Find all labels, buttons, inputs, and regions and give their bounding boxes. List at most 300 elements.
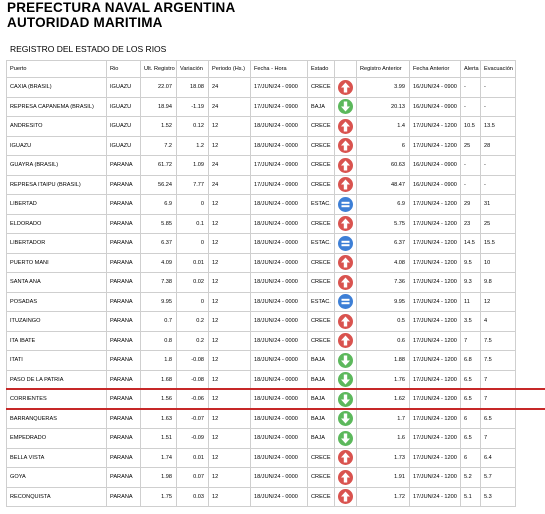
cell-fant: 17/JUN/24 - 1200 [410,117,461,137]
cell-per: 12 [209,214,251,234]
cell-rio: PARANA [107,234,141,254]
cell-estado: CRECE [308,312,335,332]
cell-estado: CRECE [308,175,335,195]
highlight-border-bottom [6,408,545,410]
status-icon-cell [335,351,357,371]
cell-evac: 12 [481,292,516,312]
cell-estado: CRECE [308,487,335,507]
cell-per: 12 [209,136,251,156]
cell-per: 12 [209,351,251,371]
cell-estado: ESTAC. [308,292,335,312]
arrow-up-icon [338,216,353,231]
table-row [7,78,516,98]
status-icon-cell [335,156,357,176]
cell-rio: PARANA [107,214,141,234]
cell-estado: BAJA [308,429,335,449]
cell-fecha: 18/JUN/24 - 0000 [251,292,308,312]
status-icon-cell [335,331,357,351]
cell-alerta: - [461,156,481,176]
cell-estado: BAJA [308,390,335,410]
cell-estado: BAJA [308,351,335,371]
cell-fecha: 17/JUN/24 - 0900 [251,78,308,98]
cell-evac: - [481,156,516,176]
cell-puerto: IGUAZU [7,136,107,156]
cell-rio: PARANA [107,195,141,215]
cell-ant: 5.75 [357,214,410,234]
cell-estado: CRECE [308,253,335,273]
col-rio: Rio [107,61,141,78]
cell-estado: ESTAC. [308,195,335,215]
cell-alerta: 14.5 [461,234,481,254]
col-evacuacion: Evacuación [481,61,516,78]
cell-estado: CRECE [308,273,335,293]
table-row [7,351,516,371]
cell-rio: PARANA [107,253,141,273]
cell-ant: 6.37 [357,234,410,254]
cell-ult: 5.85 [141,214,177,234]
table-row [7,97,516,117]
cell-estado: CRECE [308,331,335,351]
cell-fant: 17/JUN/24 - 1200 [410,429,461,449]
cell-evac: 13.5 [481,117,516,137]
cell-alerta: 29 [461,195,481,215]
cell-rio: PARANA [107,409,141,429]
cell-ult: 1.56 [141,390,177,410]
cell-fant: 17/JUN/24 - 1200 [410,195,461,215]
cell-per: 24 [209,97,251,117]
cell-fecha: 18/JUN/24 - 0000 [251,429,308,449]
cell-alerta: 6.5 [461,390,481,410]
col-icon [335,61,357,78]
cell-rio: PARANA [107,175,141,195]
cell-evac: 4 [481,312,516,332]
cell-ant: 6.9 [357,195,410,215]
cell-fecha: 18/JUN/24 - 0000 [251,409,308,429]
cell-evac: 7 [481,370,516,390]
cell-rio: PARANA [107,448,141,468]
status-icon-cell [335,117,357,137]
status-icon-cell [335,253,357,273]
cell-puerto: CAXIA (BRASIL) [7,78,107,98]
cell-per: 24 [209,156,251,176]
cell-ant: 1.4 [357,117,410,137]
equals-icon [338,197,353,212]
cell-evac: 6.5 [481,409,516,429]
cell-fant: 17/JUN/24 - 1200 [410,331,461,351]
cell-alerta: 6 [461,448,481,468]
cell-per: 12 [209,448,251,468]
cell-per: 12 [209,331,251,351]
cell-rio: PARANA [107,429,141,449]
cell-puerto: POSADAS [7,292,107,312]
cell-fant: 17/JUN/24 - 1200 [410,136,461,156]
cell-puerto: ANDRESITO [7,117,107,137]
cell-alerta: 6.5 [461,370,481,390]
cell-fecha: 18/JUN/24 - 0000 [251,253,308,273]
col-registro-anterior: Registro Anterior [357,61,410,78]
cell-var: 0.2 [177,331,209,351]
cell-alerta: 7 [461,331,481,351]
col-fecha-anterior: Fecha Anterior [410,61,461,78]
table-row [7,195,516,215]
status-icon-cell [335,273,357,293]
cell-fant: 17/JUN/24 - 1200 [410,409,461,429]
cell-ult: 9.95 [141,292,177,312]
cell-estado: CRECE [308,78,335,98]
cell-ult: 7.38 [141,273,177,293]
cell-ant: 4.08 [357,253,410,273]
cell-fant: 16/JUN/24 - 0900 [410,175,461,195]
col-fecha-hora: Fecha - Hora [251,61,308,78]
arrow-down-icon [338,99,353,114]
arrow-up-icon [338,255,353,270]
status-icon-cell [335,234,357,254]
cell-puerto: PASO DE LA PATRIA [7,370,107,390]
arrow-up-icon [338,119,353,134]
cell-puerto: GUAYRA (BRASIL) [7,156,107,176]
arrow-up-icon [338,489,353,504]
cell-fecha: 18/JUN/24 - 0000 [251,331,308,351]
status-icon-cell [335,195,357,215]
cell-var: -0.09 [177,429,209,449]
table-header-row [7,61,516,78]
cell-fant: 17/JUN/24 - 1200 [410,273,461,293]
page-title-secondary: AUTORIDAD MARITIMA [7,15,163,30]
cell-rio: IGUAZU [107,97,141,117]
arrow-up-icon [338,80,353,95]
cell-estado: CRECE [308,136,335,156]
cell-ant: 0.5 [357,312,410,332]
cell-var: 0.01 [177,448,209,468]
cell-alerta: 5.2 [461,468,481,488]
cell-fecha: 18/JUN/24 - 0000 [251,273,308,293]
arrow-down-icon [338,392,353,407]
cell-estado: CRECE [308,214,335,234]
cell-per: 12 [209,468,251,488]
cell-ult: 7.2 [141,136,177,156]
cell-ant: 60.63 [357,156,410,176]
cell-ult: 0.7 [141,312,177,332]
cell-alerta: - [461,175,481,195]
cell-fecha: 18/JUN/24 - 0000 [251,351,308,371]
cell-fant: 17/JUN/24 - 1200 [410,448,461,468]
cell-per: 12 [209,273,251,293]
cell-var: 0.1 [177,214,209,234]
cell-ult: 22.07 [141,78,177,98]
cell-fecha: 17/JUN/24 - 0900 [251,175,308,195]
cell-var: -1.19 [177,97,209,117]
cell-var: -0.07 [177,409,209,429]
cell-ult: 6.9 [141,195,177,215]
cell-per: 12 [209,370,251,390]
cell-fecha: 18/JUN/24 - 0000 [251,468,308,488]
cell-ant: 9.95 [357,292,410,312]
cell-alerta: 9.3 [461,273,481,293]
cell-per: 12 [209,429,251,449]
page-title: PREFECTURA NAVAL ARGENTINA [7,0,236,15]
cell-var: 1.2 [177,136,209,156]
cell-var: -0.08 [177,370,209,390]
table-row [7,390,516,410]
status-icon-cell [335,409,357,429]
equals-icon [338,294,353,309]
cell-ult: 4.09 [141,253,177,273]
cell-ant: 0.6 [357,331,410,351]
col-puerto: Puerto [7,61,107,78]
status-icon-cell [335,487,357,507]
cell-fant: 17/JUN/24 - 1200 [410,468,461,488]
cell-ant: 1.62 [357,390,410,410]
cell-evac: - [481,97,516,117]
cell-evac: 15.5 [481,234,516,254]
cell-puerto: RECONQUISTA [7,487,107,507]
cell-rio: PARANA [107,487,141,507]
cell-var: 0.03 [177,487,209,507]
table-row [7,448,516,468]
cell-fecha: 18/JUN/24 - 0000 [251,370,308,390]
cell-alerta: 10.5 [461,117,481,137]
cell-fant: 17/JUN/24 - 1200 [410,487,461,507]
cell-ult: 1.68 [141,370,177,390]
status-icon-cell [335,468,357,488]
cell-ant: 7.36 [357,273,410,293]
cell-evac: 5.3 [481,487,516,507]
cell-per: 12 [209,117,251,137]
cell-evac: 7.5 [481,351,516,371]
cell-ult: 61.72 [141,156,177,176]
cell-per: 12 [209,390,251,410]
cell-ult: 0.8 [141,331,177,351]
cell-fant: 17/JUN/24 - 1200 [410,351,461,371]
cell-fecha: 18/JUN/24 - 0000 [251,487,308,507]
cell-alerta: 11 [461,292,481,312]
cell-rio: PARANA [107,370,141,390]
cell-per: 24 [209,78,251,98]
cell-fecha: 18/JUN/24 - 0000 [251,390,308,410]
cell-evac: 7 [481,390,516,410]
status-icon-cell [335,312,357,332]
cell-estado: CRECE [308,448,335,468]
cell-evac: 7.5 [481,331,516,351]
cell-puerto: EMPEDRADO [7,429,107,449]
table-row [7,370,516,390]
cell-fecha: 18/JUN/24 - 0000 [251,136,308,156]
status-icon-cell [335,97,357,117]
cell-alerta: - [461,97,481,117]
cell-fecha: 17/JUN/24 - 0900 [251,97,308,117]
cell-var: 0.01 [177,253,209,273]
arrow-up-icon [338,177,353,192]
status-icon-cell [335,175,357,195]
cell-evac: - [481,175,516,195]
cell-ult: 56.24 [141,175,177,195]
cell-fant: 16/JUN/24 - 0900 [410,97,461,117]
cell-puerto: LIBERTAD [7,195,107,215]
cell-evac: 31 [481,195,516,215]
table-row [7,487,516,507]
arrow-up-icon [338,333,353,348]
col-periodo: Periodo (Hs.) [209,61,251,78]
cell-evac: 28 [481,136,516,156]
table-row [7,312,516,332]
cell-estado: BAJA [308,97,335,117]
cell-puerto: BARRANQUERAS [7,409,107,429]
cell-var: 1.09 [177,156,209,176]
cell-rio: PARANA [107,331,141,351]
cell-ant: 1.6 [357,429,410,449]
cell-evac: 6.4 [481,448,516,468]
cell-per: 12 [209,195,251,215]
highlight-border-top [6,388,545,390]
cell-fecha: 17/JUN/24 - 0900 [251,156,308,176]
cell-ult: 1.51 [141,429,177,449]
table-row [7,253,516,273]
cell-ant: 1.7 [357,409,410,429]
cell-estado: BAJA [308,409,335,429]
col-estado: Estado [308,61,335,78]
cell-per: 12 [209,253,251,273]
cell-estado: ESTAC. [308,234,335,254]
table-row [7,117,516,137]
cell-ant: 1.88 [357,351,410,371]
cell-alerta: 23 [461,214,481,234]
cell-puerto: ELDORADO [7,214,107,234]
cell-fant: 17/JUN/24 - 1200 [410,253,461,273]
cell-ult: 1.52 [141,117,177,137]
cell-evac: 7 [481,429,516,449]
cell-rio: IGUAZU [107,136,141,156]
cell-rio: PARANA [107,468,141,488]
arrow-up-icon [338,158,353,173]
cell-ult: 1.63 [141,409,177,429]
table-row [7,429,516,449]
status-icon-cell [335,136,357,156]
col-variacion: Variación [177,61,209,78]
cell-var: -0.08 [177,351,209,371]
status-icon-cell [335,78,357,98]
cell-var: 18.08 [177,78,209,98]
page-subtitle: REGISTRO DEL ESTADO DE LOS RIOS [10,44,167,54]
cell-fant: 16/JUN/24 - 0900 [410,156,461,176]
cell-alerta: 25 [461,136,481,156]
table-row [7,214,516,234]
cell-ant: 1.91 [357,468,410,488]
cell-rio: PARANA [107,351,141,371]
cell-fant: 17/JUN/24 - 1200 [410,390,461,410]
table-row [7,273,516,293]
cell-ult: 1.98 [141,468,177,488]
cell-per: 12 [209,292,251,312]
cell-puerto: BELLA VISTA [7,448,107,468]
status-icon-cell [335,292,357,312]
cell-fant: 17/JUN/24 - 1200 [410,370,461,390]
cell-fecha: 18/JUN/24 - 0000 [251,448,308,468]
table-row [7,331,516,351]
cell-rio: PARANA [107,390,141,410]
cell-alerta: 9.5 [461,253,481,273]
arrow-up-icon [338,314,353,329]
cell-ant: 1.73 [357,448,410,468]
cell-fecha: 18/JUN/24 - 0000 [251,117,308,137]
col-ult-registro: Ult. Registro [141,61,177,78]
cell-alerta: 6.8 [461,351,481,371]
arrow-down-icon [338,431,353,446]
cell-ant: 20.13 [357,97,410,117]
cell-ant: 1.72 [357,487,410,507]
arrow-up-icon [338,138,353,153]
cell-fant: 17/JUN/24 - 1200 [410,234,461,254]
arrow-down-icon [338,372,353,387]
cell-puerto: ITA IBATE [7,331,107,351]
status-icon-cell [335,214,357,234]
cell-puerto: ITATI [7,351,107,371]
cell-alerta: 6 [461,409,481,429]
cell-ult: 18.94 [141,97,177,117]
cell-ant: 3.99 [357,78,410,98]
cell-ult: 1.74 [141,448,177,468]
cell-per: 12 [209,234,251,254]
equals-icon [338,236,353,251]
cell-rio: PARANA [107,292,141,312]
cell-per: 12 [209,312,251,332]
cell-fecha: 18/JUN/24 - 0000 [251,214,308,234]
cell-var: 0 [177,292,209,312]
cell-fecha: 18/JUN/24 - 0000 [251,312,308,332]
table-row [7,175,516,195]
cell-ant: 6 [357,136,410,156]
cell-per: 24 [209,175,251,195]
arrow-up-icon [338,450,353,465]
status-icon-cell [335,390,357,410]
status-icon-cell [335,370,357,390]
arrow-down-icon [338,353,353,368]
cell-puerto: LIBERTADOR [7,234,107,254]
cell-ult: 1.8 [141,351,177,371]
cell-per: 12 [209,409,251,429]
table-row [7,136,516,156]
cell-evac: 9.8 [481,273,516,293]
cell-fecha: 18/JUN/24 - 0000 [251,234,308,254]
cell-var: 7.77 [177,175,209,195]
table-row [7,234,516,254]
cell-rio: IGUAZU [107,78,141,98]
arrow-up-icon [338,470,353,485]
cell-evac: 5.7 [481,468,516,488]
rivers-table [6,60,516,507]
cell-estado: CRECE [308,156,335,176]
cell-ult: 1.75 [141,487,177,507]
cell-puerto: REPRESA CAPANEMA (BRASIL) [7,97,107,117]
cell-rio: IGUAZU [107,117,141,137]
cell-var: -0.06 [177,390,209,410]
cell-rio: PARANA [107,273,141,293]
cell-puerto: CORRIENTES [7,390,107,410]
cell-alerta: - [461,78,481,98]
col-alerta: Alerta [461,61,481,78]
cell-var: 0.02 [177,273,209,293]
table-row [7,409,516,429]
cell-estado: BAJA [308,370,335,390]
cell-fant: 17/JUN/24 - 1200 [410,312,461,332]
cell-fecha: 18/JUN/24 - 0000 [251,195,308,215]
status-icon-cell [335,429,357,449]
cell-var: 0.12 [177,117,209,137]
arrow-up-icon [338,275,353,290]
cell-fant: 17/JUN/24 - 1200 [410,214,461,234]
cell-evac: 10 [481,253,516,273]
cell-var: 0 [177,234,209,254]
table-row [7,468,516,488]
